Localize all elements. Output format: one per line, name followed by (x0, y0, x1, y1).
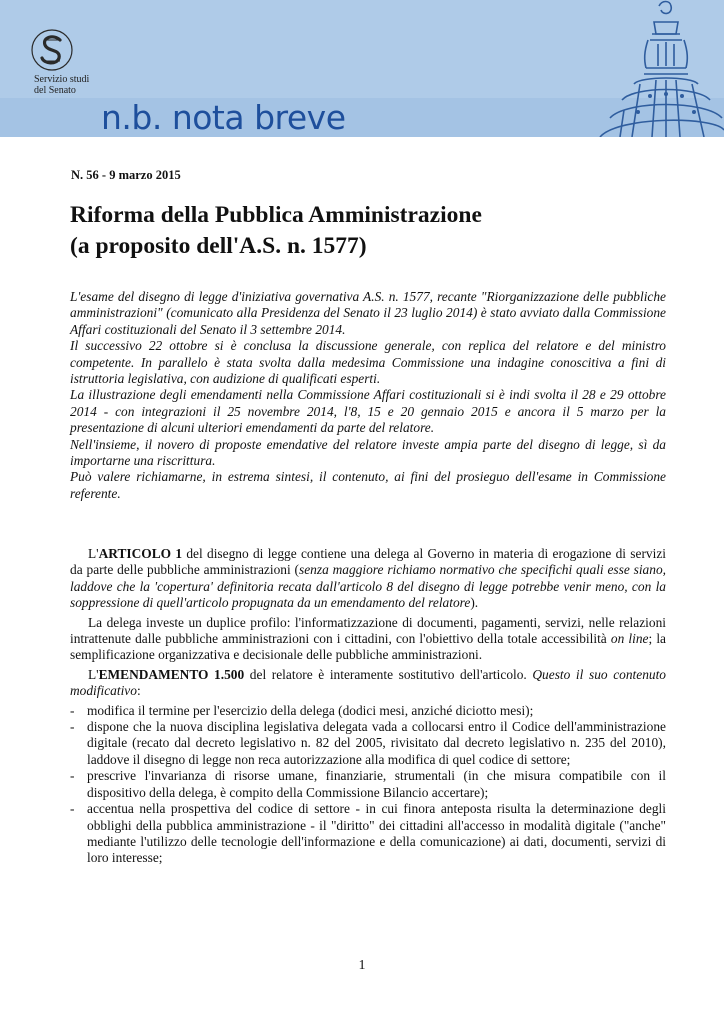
text-run: : (136, 683, 141, 699)
italic-note: Questo il suo contenuto modificativo (70, 666, 666, 699)
title-line-2: (a proposito dell'A.S. n. 1577) (70, 233, 367, 259)
amendment-label: EMENDAMENTO 1.500 (98, 666, 245, 682)
amendment-list (70, 703, 666, 867)
dash-bullet-icon: - (70, 801, 75, 817)
text-run: del relatore è interamente sostitutivo dell'articolo. (244, 666, 533, 682)
service-line-2: del Senato (34, 85, 76, 96)
intro-paragraph: Può valere richiamarne, in estrema sintesi, il contenuto, ai fini del prosieguo dell'esame in Commissione referente. (70, 469, 666, 501)
header-band (0, 0, 724, 137)
list-item (70, 703, 666, 719)
list-item-text: prescrive l'invarianza di risorse umane, finanziarie, strumentali (in che misura compatibile con il dispositivo della delega, è compito della Commissione Bilancio accertare); (87, 768, 666, 800)
senato-logo-icon (30, 28, 74, 72)
list-item (70, 768, 666, 801)
intro-paragraph: Nell'insieme, il novero di proposte emendative del relatore investe ampia parte del disegno di legge, sì da importarne una riscrittura. (70, 436, 666, 469)
text-run: L' (88, 666, 99, 682)
service-name (34, 74, 89, 96)
issue-number: N. 56 - 9 marzo 2015 (71, 168, 181, 182)
dome-illustration-icon (574, 0, 724, 137)
article-label: ARTICOLO 1 (98, 546, 183, 561)
document-title (70, 200, 482, 262)
text-run: L' (88, 546, 99, 561)
list-item-text: dispone che la nuova disciplina legislativa delegata vada a collocarsi entro il Codice dell'amministrazione digitale (recato dal decreto legislativo n. 82 del 2005, rivisitato dal decreto legislativo n. 235 del 2010), laddove il disegno di legge non reca autorizzazione alla modifica di quel codice di settore; (87, 719, 666, 767)
intro-paragraph: L'esame del disegno di legge d'iniziativa governativa A.S. n. 1577, recante "Riorganizzazione delle pubbliche amministrazioni" (comunicato alla Presidenza del Senato il 23 luglio 2014) è stato avviato dalla Commissione Affari costituzionali del Senato il 3 settembre 2014. (70, 289, 666, 337)
page-number: 1 (358, 958, 366, 973)
italic-term: on line (610, 631, 649, 647)
intro-paragraph: Il successivo 22 ottobre si è conclusa la discussione generale, con replica del relatore e del ministro competente. In parallelo è stata svolta dalla medesima Commissione una indagine conoscitiva a fini di istruttoria legislativa, con audizione di qualificati esperti. (70, 338, 666, 387)
list-item-text: accentua nella prospettiva del codice di settore - in cui finora anteposta risulta la determinazione degli obblighi della pubblica amministrazione - il "diritto" dei cittadini all'accesso in modalità digitale ("anche" mediante l'utilizzo delle tecnologie dell'informazione e della comunicazione) ai dati, documenti, servizi di loro interesse; (87, 801, 666, 866)
dash-bullet-icon: - (70, 719, 75, 735)
text-run: La delega investe un duplice profilo: l'informatizzazione di documenti, pagamenti, servizi, nelle relazioni intrattenute dalle pubbliche amministrazioni con i cittadini, con l'obiettivo della totale accessibilità (70, 614, 666, 647)
dash-bullet-icon: - (70, 702, 75, 718)
article-1-paragraph (70, 546, 666, 612)
intro-summary (70, 289, 666, 502)
list-item (70, 801, 666, 867)
amendment-paragraph (70, 667, 666, 700)
delega-paragraph (70, 615, 666, 664)
list-item (70, 719, 666, 768)
text-run: del disegno di legge contiene una delega al Governo in materia di erogazione di servizi da parte delle pubbliche amministrazioni ( (70, 546, 666, 578)
series-title: n.b. nota breve (101, 98, 346, 137)
intro-paragraph: La illustrazione degli emendamenti nella Commissione Affari costituzionali si è indi svolta il 28 e 29 ottobre 2014 - con integrazioni il 25 novembre 2014, l'8, 15 e 20 gennaio 2015 e ancora il 5 marzo per la presentazione di alcuni ulteriori emendamenti da parte del relatore. (70, 387, 666, 436)
text-run: ). (470, 595, 479, 611)
text-run: ; la semplificazione organizzativa e decisionale delle pubbliche amministrazioni. (70, 631, 666, 663)
body-text (70, 546, 666, 867)
dash-bullet-icon: - (70, 768, 75, 784)
title-line-1: Riforma della Pubblica Amministrazione (70, 202, 482, 228)
italic-note: senza maggiore richiamo normativo che specifichi quali esse siano, laddove che la 'copertura' definitoria recata dall'articolo 8 del disegno di legge potrebbe venir meno, con la soppressione di quell'articolo propugnata da un emendamento del relatore (70, 562, 666, 611)
list-item-text: modifica il termine per l'esercizio della delega (dodici mesi, anziché diciotto mesi); (87, 702, 534, 718)
service-line-1: Servizio studi (34, 74, 90, 85)
